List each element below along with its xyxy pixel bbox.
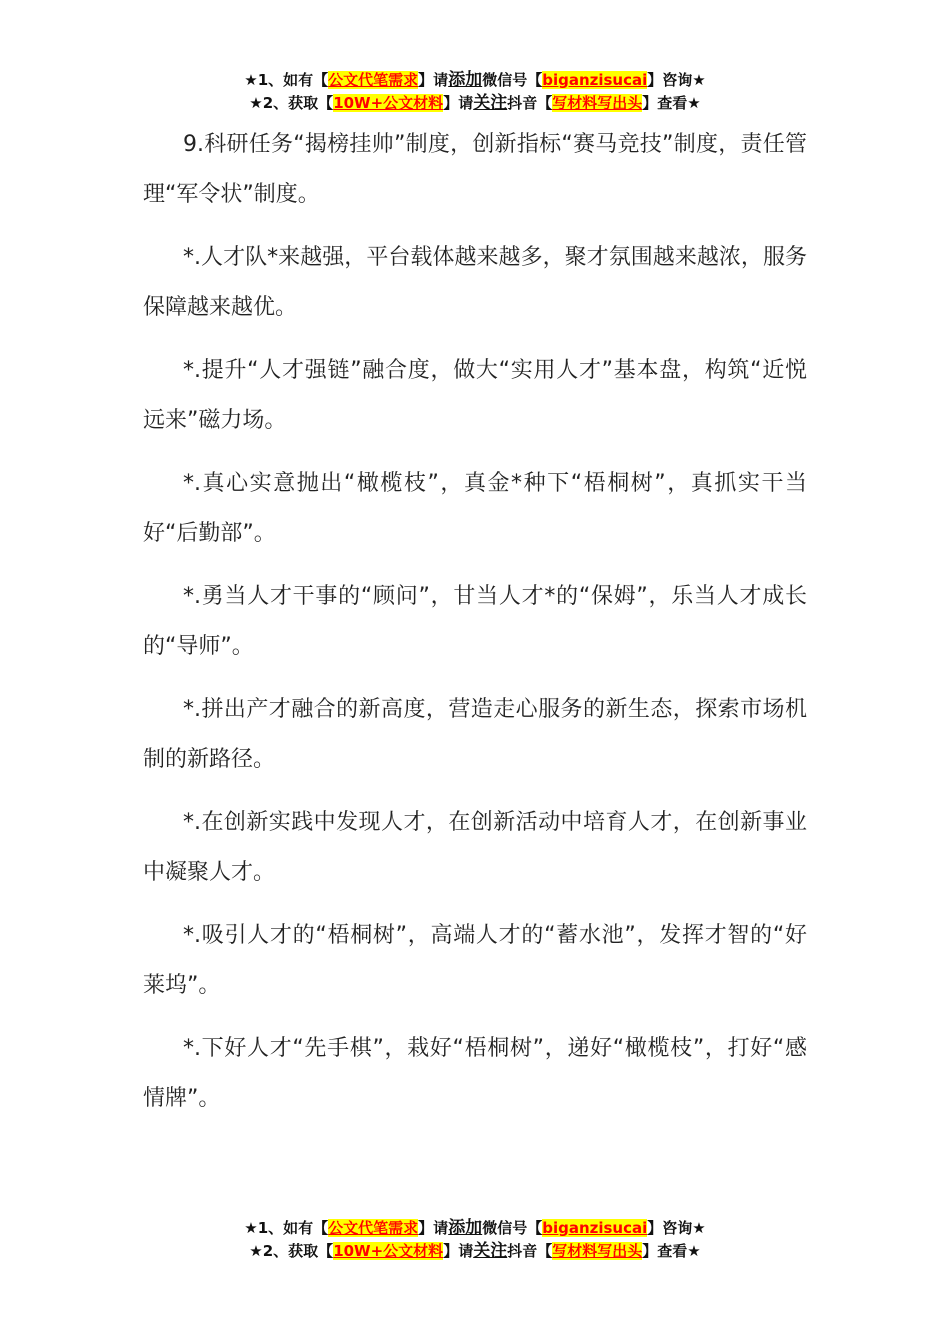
banner-line-1 bbox=[0, 1217, 950, 1240]
document-body bbox=[143, 120, 807, 1137]
banner-text: 抖音【 bbox=[507, 94, 553, 112]
banner-text: 】请 bbox=[418, 71, 449, 89]
banner-text: ★2、获取【 bbox=[249, 1242, 334, 1260]
highlight-wechat-id: biganzisucai bbox=[542, 71, 648, 89]
highlight-materials: 10W+公文材料 bbox=[333, 94, 444, 112]
paragraph: *.拼出产才融合的新高度，营造走心服务的新生态，探索市场机制的新路径。 bbox=[143, 697, 807, 772]
banner-text: 】咨询★ bbox=[647, 1219, 706, 1237]
banner-text: 】请 bbox=[443, 94, 474, 112]
header-banner bbox=[0, 69, 950, 115]
banner-text: 】查看★ bbox=[642, 94, 701, 112]
paragraph: *.吸引人才的“梧桐树”，高端人才的“蓄水池”，发挥才智的“好莱坞”。 bbox=[143, 923, 807, 998]
footer-banner bbox=[0, 1217, 950, 1263]
banner-text: ★1、如有【 bbox=[244, 1219, 329, 1237]
banner-line-2 bbox=[0, 92, 950, 115]
paragraph: *.提升“人才强链”融合度，做大“实用人才”基本盘，构筑“近悦远来”磁力场。 bbox=[143, 358, 807, 433]
banner-text: 】咨询★ bbox=[647, 71, 706, 89]
banner-emphasis: 关注 bbox=[473, 93, 508, 113]
banner-emphasis: 添加 bbox=[448, 70, 483, 90]
banner-emphasis: 关注 bbox=[473, 1241, 508, 1261]
banner-text: 】请 bbox=[443, 1242, 474, 1260]
banner-text: ★1、如有【 bbox=[244, 71, 329, 89]
paragraph: *.下好人才“先手棋”，栽好“梧桐树”，递好“橄榄枝”，打好“感情牌”。 bbox=[143, 1036, 807, 1111]
banner-line-2 bbox=[0, 1240, 950, 1263]
paragraph: 9.科研任务“揭榜挂帅”制度，创新指标“赛马竞技”制度，责任管理“军令状”制度。 bbox=[143, 132, 807, 207]
paragraph: *.在创新实践中发现人才，在创新活动中培育人才，在创新事业中凝聚人才。 bbox=[143, 810, 807, 885]
banner-emphasis: 添加 bbox=[448, 1218, 483, 1238]
banner-text: 】请 bbox=[418, 1219, 449, 1237]
highlight-materials: 10W+公文材料 bbox=[333, 1242, 444, 1260]
highlight-douyin-account: 写材料写出头 bbox=[552, 1242, 643, 1260]
banner-text: 抖音【 bbox=[507, 1242, 553, 1260]
paragraph: *.人才队*来越强，平台载体越来越多，聚才氛围越来越浓，服务保障越来越优。 bbox=[143, 245, 807, 320]
banner-text: 微信号【 bbox=[482, 1219, 543, 1237]
highlight-douyin-account: 写材料写出头 bbox=[552, 94, 643, 112]
banner-text: 微信号【 bbox=[482, 71, 543, 89]
banner-text: ★2、获取【 bbox=[249, 94, 334, 112]
highlight-service: 公文代笔需求 bbox=[328, 1219, 419, 1237]
highlight-wechat-id: biganzisucai bbox=[542, 1219, 648, 1237]
paragraph: *.勇当人才干事的“顾问”，甘当人才*的“保姆”，乐当人才成长的“导师”。 bbox=[143, 584, 807, 659]
banner-line-1 bbox=[0, 69, 950, 92]
highlight-service: 公文代笔需求 bbox=[328, 71, 419, 89]
paragraph: *.真心实意抛出“橄榄枝”，真金*种下“梧桐树”，真抓实干当好“后勤部”。 bbox=[143, 471, 807, 546]
banner-text: 】查看★ bbox=[642, 1242, 701, 1260]
